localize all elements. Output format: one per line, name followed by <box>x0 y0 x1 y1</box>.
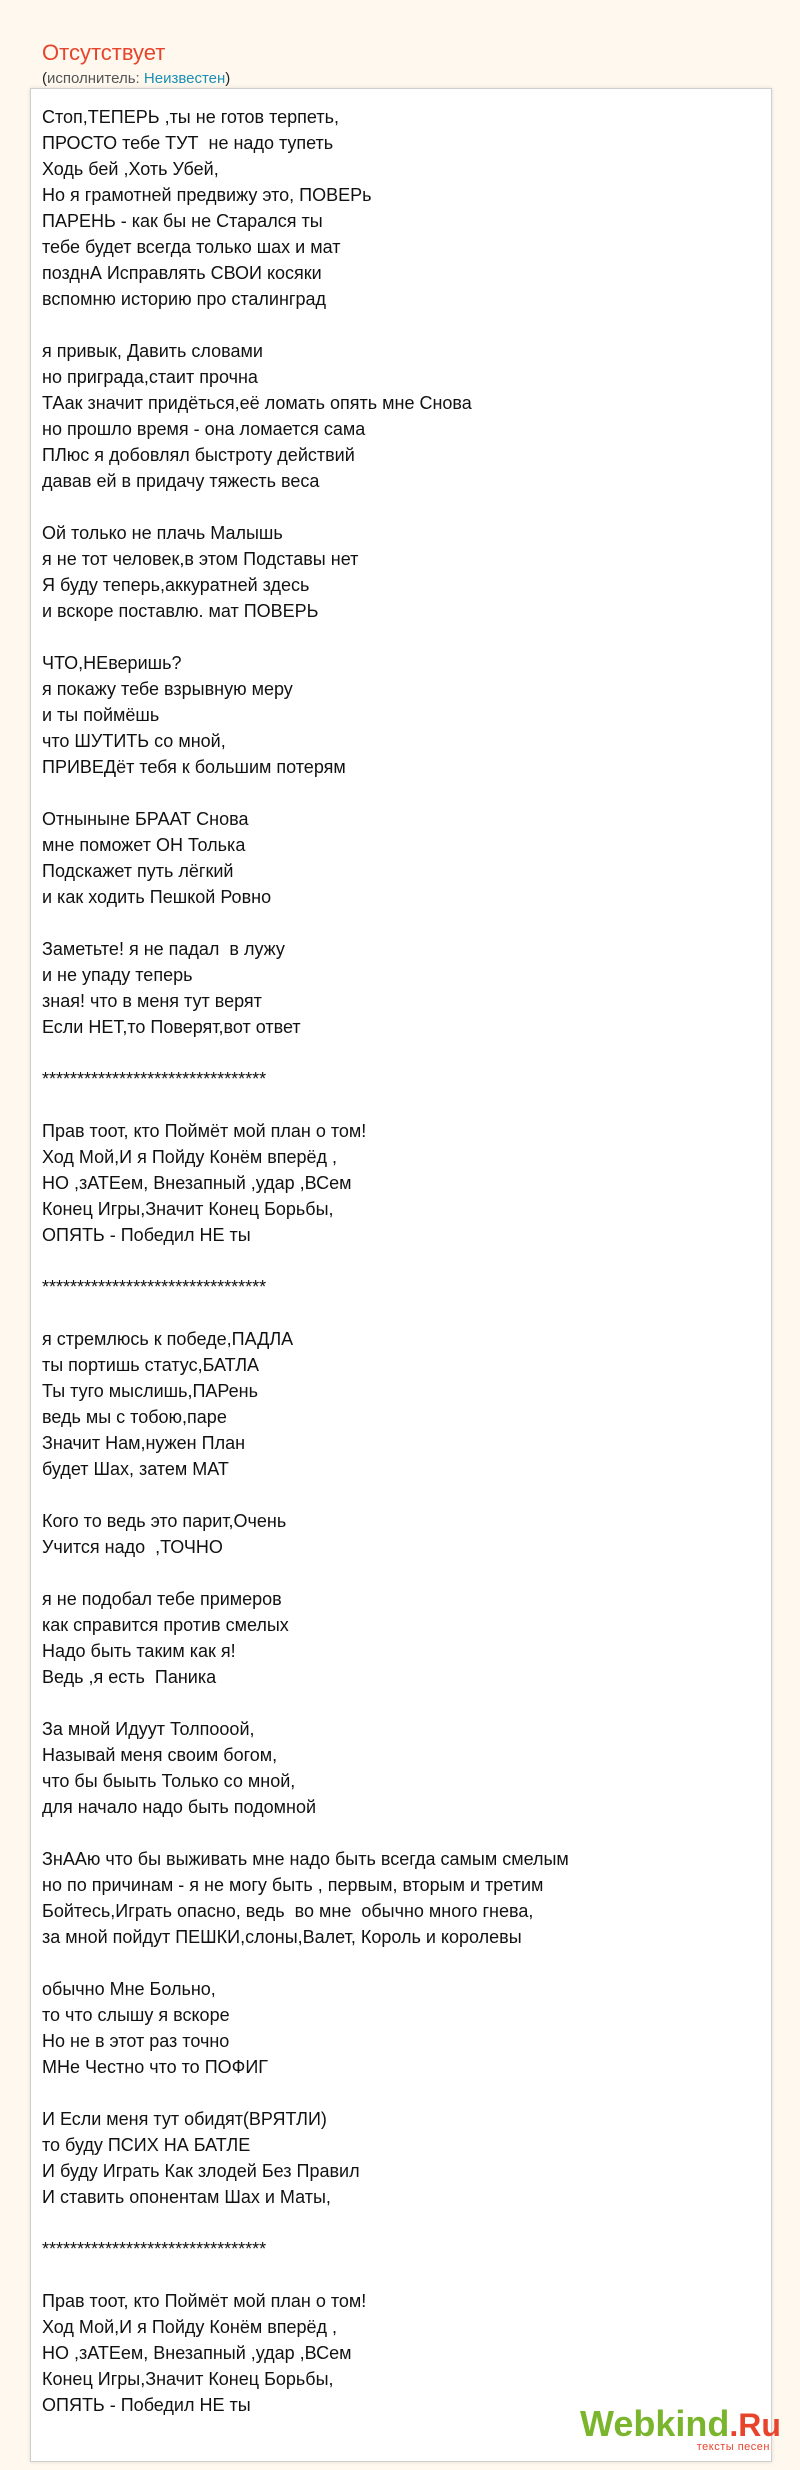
blank-line <box>42 1482 742 1508</box>
lyric-line: Ой только не плачь Малышь <box>42 523 283 543</box>
blank-line <box>42 494 742 520</box>
lyric-line: позднА Исправлять СВОИ косяки <box>42 263 322 283</box>
lyrics-body <box>42 104 742 2418</box>
lyric-line: я стремлюсь к победе,ПАДЛА <box>42 1329 294 1349</box>
blank-line <box>42 2210 742 2236</box>
blank-line <box>42 1248 742 1274</box>
lyric-line: ******************************** <box>42 2239 267 2259</box>
performer-open-paren: ( <box>42 70 47 87</box>
blank-line <box>42 1092 742 1118</box>
blank-line <box>42 1950 742 1976</box>
blank-line <box>42 780 742 806</box>
lyric-line: ПРОСТО тебе ТУТ не надо тупеть <box>42 133 334 153</box>
blank-line <box>42 1820 742 1846</box>
lyric-line: ты портишь статус,БАТЛА <box>42 1355 260 1375</box>
lyric-line: ПАРЕНЬ - как бы не Старался ты <box>42 211 323 231</box>
lyric-line: и не упаду теперь <box>42 965 193 985</box>
blank-line <box>42 2080 742 2106</box>
lyric-line: ******************************** <box>42 1069 267 1089</box>
blank-line <box>42 312 742 338</box>
lyric-line: то что слышу я вскоре <box>42 2005 230 2025</box>
webkind-logo[interactable] <box>580 2403 781 2455</box>
lyric-line: я не подобал тебе примеров <box>42 1589 282 1609</box>
logo-tld: .Ru <box>729 2407 781 2443</box>
lyric-line: Но я грамотней предвижу это, ПОВЕРь <box>42 185 372 205</box>
lyric-line: для начало надо быть подомной <box>42 1797 317 1817</box>
lyric-line: Стоп,ТЕПЕРЬ ,ты не готов терпеть, <box>42 107 339 127</box>
blank-line <box>42 1040 742 1066</box>
lyric-line: я покажу тебе взрывную меру <box>42 679 293 699</box>
lyric-line: Заметьте! я не падал в лужу <box>42 939 285 959</box>
logo-tagline: тексты песен <box>696 2441 770 2453</box>
lyric-line: Ходь бей ,Хоть Убей, <box>42 159 219 179</box>
performer-link[interactable]: Неизвестен <box>143 70 226 87</box>
lyric-line: Подскажет путь лёгкий <box>42 861 234 881</box>
lyric-line: Если НЕТ,то Поверят,вот ответ <box>42 1017 301 1037</box>
lyric-line: За мной Идуут Толпооой, <box>42 1719 255 1739</box>
lyric-line: как справится против смелых <box>42 1615 289 1635</box>
lyric-line: Я буду теперь,аккуратней здесь <box>42 575 310 595</box>
lyric-line: но прошло время - она ломается сама <box>42 419 366 439</box>
song-title: Отсутствует <box>42 40 166 65</box>
lyric-line: что бы быыть Только со мной, <box>42 1771 296 1791</box>
lyric-line: ОПЯТЬ - Победил НЕ ты <box>42 2395 251 2415</box>
lyric-line: но приграда,стаит прочна <box>42 367 258 387</box>
lyric-line: ******************************** <box>42 1277 267 1297</box>
performer-close-paren: ) <box>225 70 231 87</box>
lyric-line: Кого то ведь это парит,Очень <box>42 1511 287 1531</box>
lyric-line: Надо быть таким как я! <box>42 1641 236 1661</box>
blank-line <box>42 1690 742 1716</box>
lyric-line: за мной пойдут ПЕШКИ,слоны,Валет, Король и королевы <box>42 1927 522 1947</box>
lyric-line: вспомню историю про сталинград <box>42 289 327 309</box>
lyric-line: то буду ПСИХ НА БАТЛЕ <box>42 2135 251 2155</box>
lyric-line: МНе Честно что то ПОФИГ <box>42 2057 269 2077</box>
lyric-line: я привык, Давить словами <box>42 341 263 361</box>
lyric-line: И ставить опонентам Шах и Маты, <box>42 2187 331 2207</box>
lyric-line: Прав тоот, кто Поймёт мой план о том! <box>42 2291 367 2311</box>
lyric-line: я не тот человек,в этом Подставы нет <box>42 549 359 569</box>
lyric-line: и как ходить Пешкой Ровно <box>42 887 272 907</box>
lyric-line: ведь мы с тобою,паре <box>42 1407 227 1427</box>
lyric-line: Учится надо ,ТОЧНО <box>42 1537 223 1557</box>
lyric-line: Ход Мой,И я Пойду Конём вперёд , <box>42 1147 338 1167</box>
lyric-line: НО ,зАТЕем, Внезапный ,удар ,ВСем <box>42 1173 352 1193</box>
lyric-line: Конец Игры,Значит Конец Борьбы, <box>42 1199 334 1219</box>
lyric-line: Конец Игры,Значит Конец Борьбы, <box>42 2369 334 2389</box>
logo-brand: Webkind <box>580 2403 730 2444</box>
lyric-line: мне поможет ОН Толька <box>42 835 246 855</box>
lyric-line: ЧТО,НЕверишь? <box>42 653 182 673</box>
lyric-line: ТАак значит придёться,её ломать опять мне Снова <box>42 393 472 413</box>
lyric-line: И буду Играть Как злодей Без Правил <box>42 2161 360 2181</box>
blank-line <box>42 624 742 650</box>
lyric-line: Прав тоот, кто Поймёт мой план о том! <box>42 1121 367 1141</box>
lyric-line: давав ей в придачу тяжесть веса <box>42 471 320 491</box>
lyric-line: НО ,зАТЕем, Внезапный ,удар ,ВСем <box>42 2343 352 2363</box>
lyric-line: и ты поймёшь <box>42 705 160 725</box>
lyric-line: Бойтесь,Играть опасно, ведь во мне обычно много гнева, <box>42 1901 534 1921</box>
logo-wordmark <box>580 2403 781 2444</box>
lyric-line: Ведь ,я есть Паника <box>42 1667 217 1687</box>
performer-label: исполнитель: <box>47 70 144 87</box>
blank-line <box>42 1560 742 1586</box>
lyric-line: ПЛюс я добовлял быстроту действий <box>42 445 355 465</box>
performer-line <box>42 70 230 87</box>
lyric-line: зная! что в меня тут верят <box>42 991 262 1011</box>
lyric-line: ПРИВЕДёт тебя к большим потерям <box>42 757 346 777</box>
blank-line <box>42 910 742 936</box>
lyric-line: и вскоре поставлю. мат ПОВЕРЬ <box>42 601 319 621</box>
lyric-line: Но не в этот раз точно <box>42 2031 230 2051</box>
lyric-line: Значит Нам,нужен План <box>42 1433 246 1453</box>
lyric-line: И Если меня тут обидят(ВРЯТЛИ) <box>42 2109 327 2129</box>
blank-line <box>42 2262 742 2288</box>
lyric-line: ЗнААю что бы выживать мне надо быть всегда самым смелым <box>42 1849 569 1869</box>
lyric-line: Ход Мой,И я Пойду Конём вперёд , <box>42 2317 338 2337</box>
lyric-line: ОПЯТЬ - Победил НЕ ты <box>42 1225 251 1245</box>
lyric-line: обычно Мне Больно, <box>42 1979 216 1999</box>
lyric-line: тебе будет всегда только шах и мат <box>42 237 341 257</box>
lyric-line: но по причинам - я не могу быть , первым, вторым и третим <box>42 1875 544 1895</box>
lyric-line: Отныныне БРААТ Снова <box>42 809 249 829</box>
blank-line <box>42 1300 742 1326</box>
lyric-line: будет Шах, затем МАТ <box>42 1459 229 1479</box>
lyric-line: что ШУТИТЬ со мной, <box>42 731 226 751</box>
lyric-line: Ты туго мыслишь,ПАРень <box>42 1381 258 1401</box>
lyric-line: Называй меня своим богом, <box>42 1745 278 1765</box>
